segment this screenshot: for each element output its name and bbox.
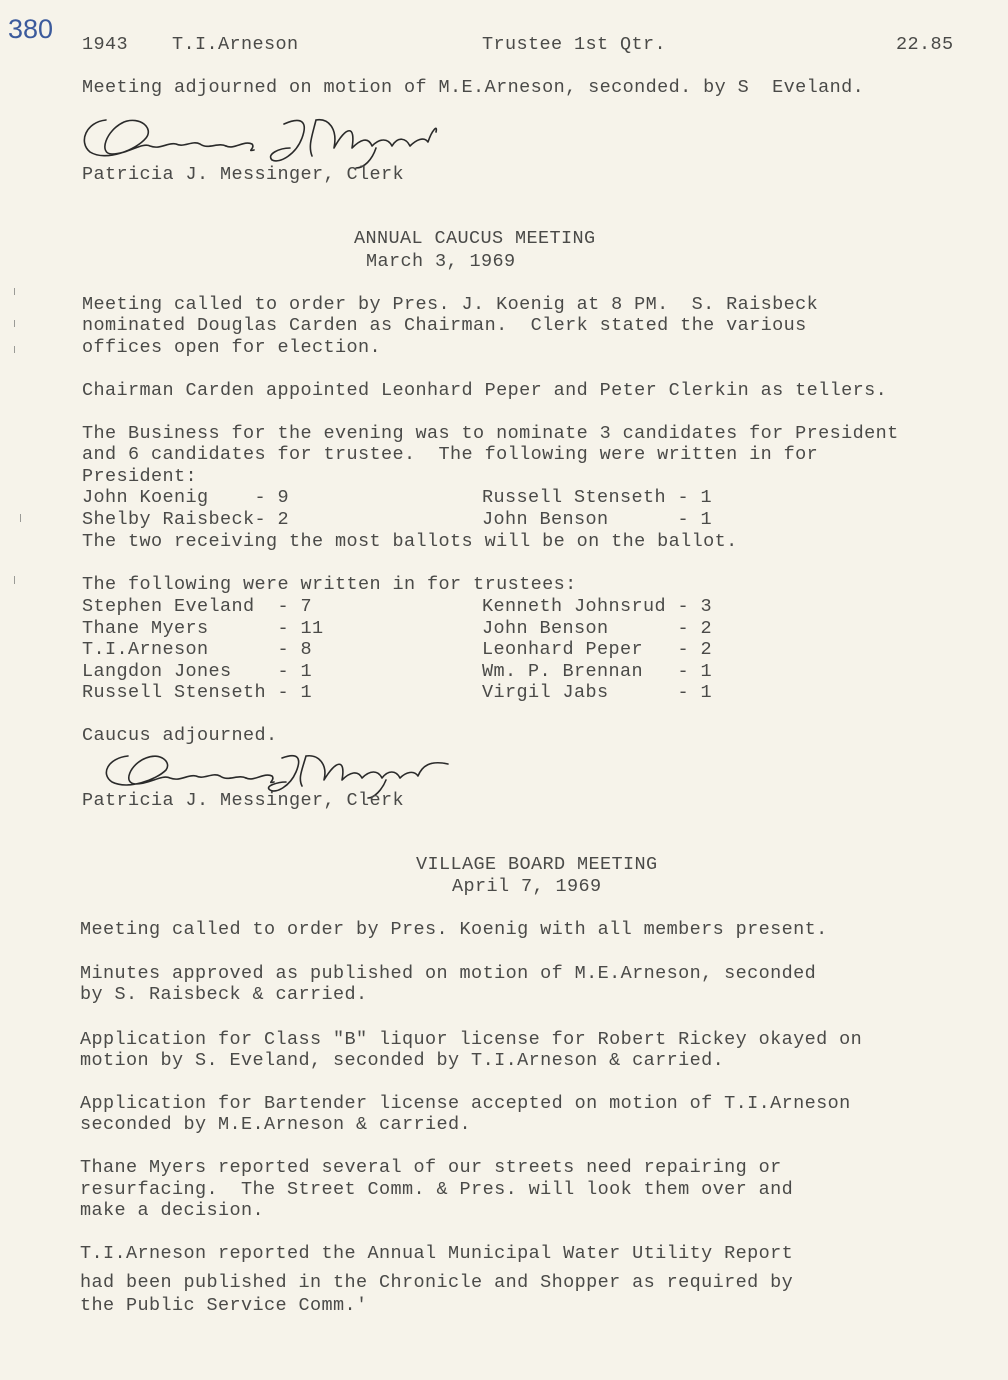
caucus-p1-line3: offices open for election. [82,337,382,358]
margin-mark [14,346,15,353]
signature-name-2: Patricia J. Messinger, Clerk [82,790,405,811]
margin-mark [14,320,15,327]
board-p5-line2: resurfacing. The Street Comm. & Pres. will look them over and [80,1179,794,1200]
margin-mark [20,514,21,522]
header-description: Trustee 1st Qtr. [482,34,667,55]
president-vote-left: Shelby Raisbeck- 2 [82,509,290,530]
page-number: 380 [8,14,54,44]
trustee-vote-left: T.I.Arneson - 8 [82,639,313,660]
trustee-vote-right: Kenneth Johnsrud - 3 [482,596,713,617]
trustee-vote-left: Stephen Eveland - 7 [82,596,313,617]
board-p5-line3: make a decision. [80,1200,265,1221]
caucus-p3-line2: and 6 candidates for trustee. The following were written in for [82,444,819,465]
board-p2-line2: by S. Raisbeck & carried. [80,984,368,1005]
board-p3-line1: Application for Class "B" liquor license for Robert Rickey okayed on [80,1029,863,1050]
caucus-date: March 3, 1969 [366,251,516,272]
board-p6-line3: the Public Service Comm.' [80,1295,368,1316]
caucus-p2: Chairman Carden appointed Leonhard Peper and Peter Clerkin as tellers. [82,380,888,401]
header-amount: 22.85 [896,34,954,55]
margin-mark [14,288,15,295]
president-vote-right: John Benson - 1 [482,509,713,530]
board-p6-line2: had been published in the Chronicle and Shopper as required by [80,1272,794,1293]
caucus-p3-line1: The Business for the evening was to nominate 3 candidates for President [82,423,899,444]
board-p4-line2: seconded by M.E.Arneson & carried. [80,1114,472,1135]
clerk-signature-1 [76,102,446,172]
president-note: The two receiving the most ballots will be on the ballot. [82,531,738,552]
caucus-p1-line1: Meeting called to order by Pres. J. Koenig at 8 PM. S. Raisbeck [82,294,819,315]
caucus-adjourned: Caucus adjourned. [82,725,278,746]
board-p1-line1: Meeting called to order by Pres. Koenig with all members present. [80,919,828,940]
caucus-p3-line3: President: [82,466,198,487]
board-date: April 7, 1969 [452,876,602,897]
trustee-vote-left: Russell Stenseth - 1 [82,682,313,703]
adjourn-line: Meeting adjourned on motion of M.E.Arneson, seconded. by S Eveland. [82,77,865,98]
board-p3-line2: motion by S. Eveland, seconded by T.I.Arneson & carried. [80,1050,725,1071]
board-p2-line1: Minutes approved as published on motion of M.E.Arneson, seconded [80,963,817,984]
board-title: VILLAGE BOARD MEETING [416,854,658,875]
board-p4-line1: Application for Bartender license accepted on motion of T.I.Arneson [80,1093,851,1114]
margin-mark [14,576,15,584]
header-payee: T.I.Arneson [172,34,299,55]
trustee-vote-left: Langdon Jones - 1 [82,661,313,682]
caucus-title: ANNUAL CAUCUS MEETING [354,228,596,249]
trustee-vote-right: Leonhard Peper - 2 [482,639,713,660]
president-vote-right: Russell Stenseth - 1 [482,487,713,508]
caucus-p1-line2: nominated Douglas Carden as Chairman. Clerk stated the various [82,315,807,336]
signature-name-1: Patricia J. Messinger, Clerk [82,164,405,185]
board-p5-line1: Thane Myers reported several of our streets need repairing or [80,1157,782,1178]
trustee-vote-right: Wm. P. Brennan - 1 [482,661,713,682]
header-year: 1943 [82,34,129,55]
trustee-vote-right: Virgil Jabs - 1 [482,682,713,703]
trustee-intro: The following were written in for trustees: [82,574,577,595]
board-p6-line1: T.I.Arneson reported the Annual Municipal Water Utility Report [80,1243,794,1264]
president-vote-left: John Koenig - 9 [82,487,290,508]
trustee-vote-right: John Benson - 2 [482,618,713,639]
trustee-vote-left: Thane Myers - 11 [82,618,324,639]
